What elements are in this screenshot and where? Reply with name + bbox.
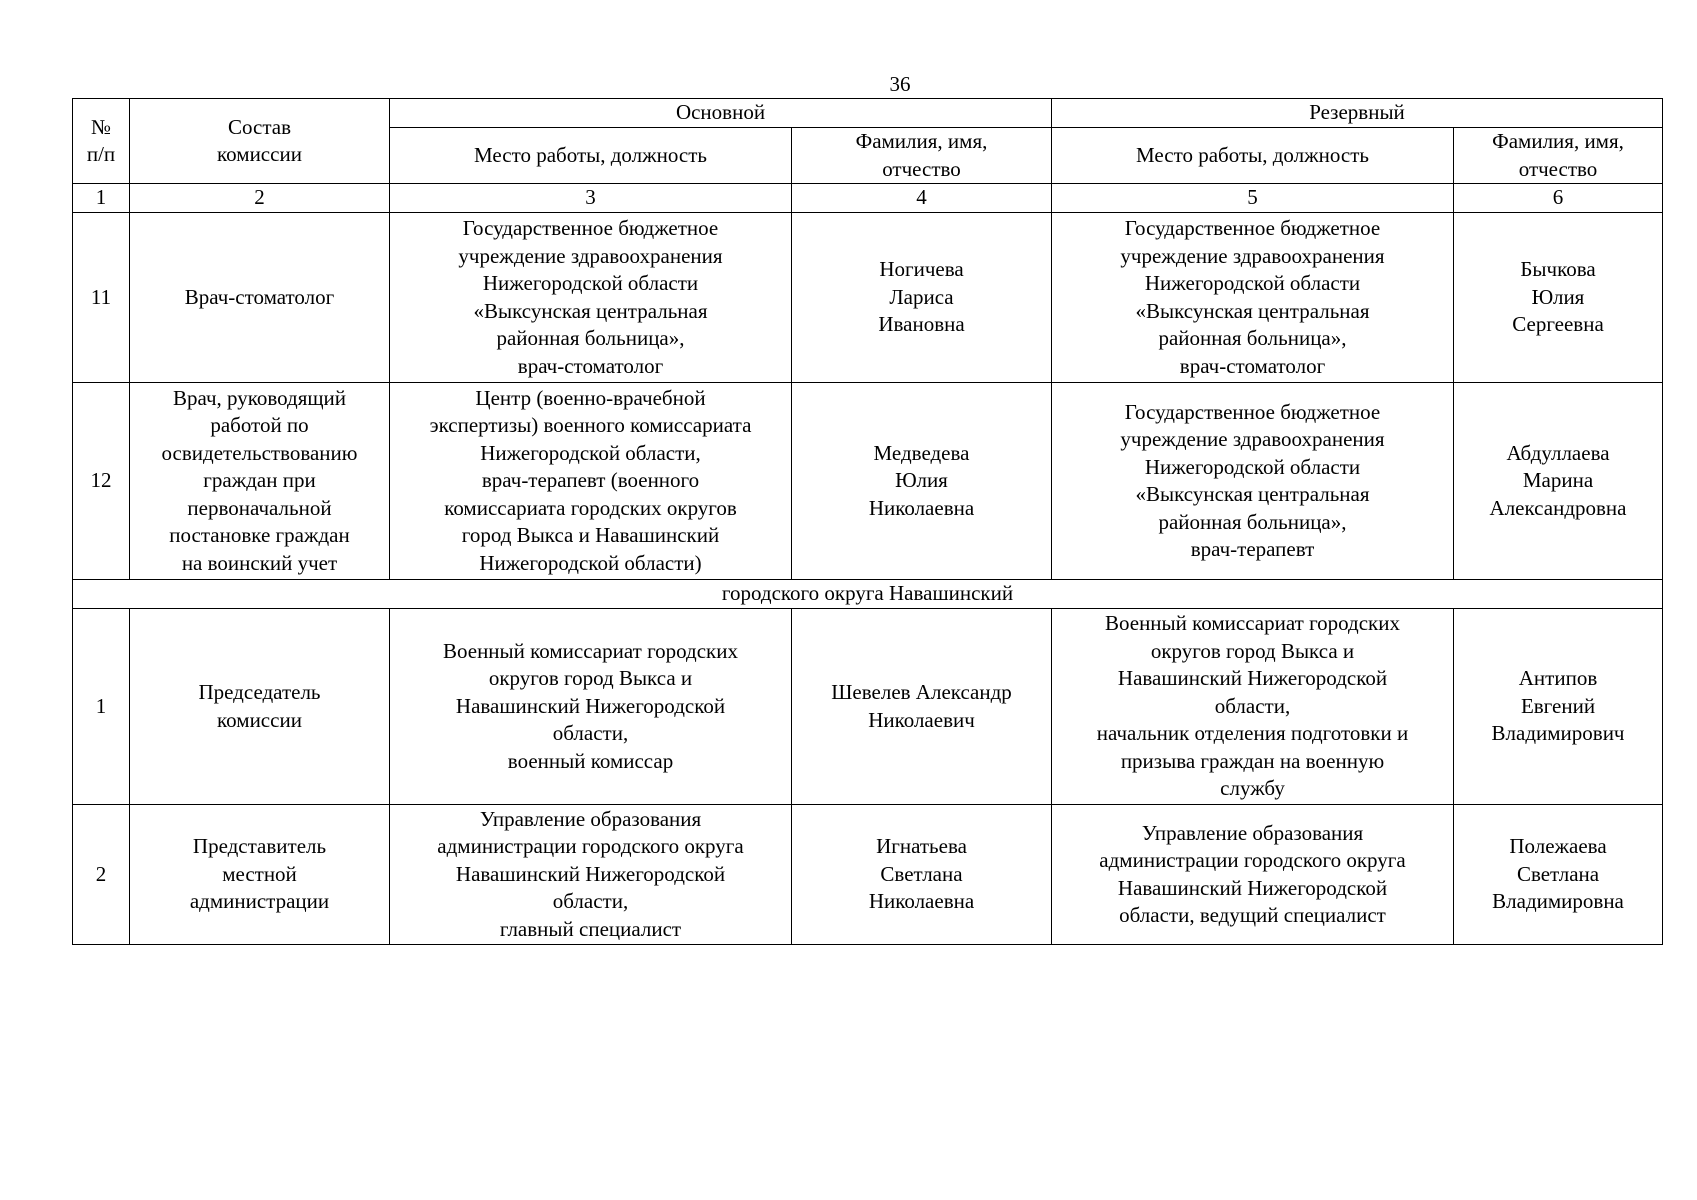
row-num: 12 (73, 383, 130, 580)
row-main-name: Игнатьева Светлана Николаевна (792, 805, 1052, 945)
row-role: Представитель местной администрации (130, 805, 390, 945)
row-num: 2 (73, 805, 130, 945)
column-number: 3 (390, 184, 792, 213)
commission-table (72, 98, 1663, 945)
row-main-workplace: Центр (военно-врачебной экспертизы) военного комиссариата Нижегородской области, врач-терапевт (военного комиссариата городских округов город Выкса и Навашинский Нижегородской области) (390, 383, 792, 580)
row-main-name: Ногичева Лариса Ивановна (792, 213, 1052, 383)
header-reserve-fullname: Фамилия, имя, отчество (1454, 128, 1663, 184)
column-number: 6 (1454, 184, 1663, 213)
table-row (73, 805, 1663, 945)
column-number: 1 (73, 184, 130, 213)
row-main-name: Медведева Юлия Николаевна (792, 383, 1052, 580)
table-row (73, 383, 1663, 580)
section-title: городского округа Навашинский (73, 580, 1663, 609)
header-num: № п/п (73, 99, 130, 184)
row-main-workplace: Государственное бюджетное учреждение здравоохранения Нижегородской области «Выксунская центральная районная больница», врач-стоматолог (390, 213, 792, 383)
section-row (73, 580, 1663, 609)
row-reserve-name: Бычкова Юлия Сергеевна (1454, 213, 1663, 383)
table-row (73, 213, 1663, 383)
row-main-workplace: Управление образования администрации городского округа Навашинский Нижегородской области, главный специалист (390, 805, 792, 945)
column-number: 5 (1052, 184, 1454, 213)
row-main-name: Шевелев Александр Николаевич (792, 609, 1052, 805)
row-reserve-workplace: Государственное бюджетное учреждение здравоохранения Нижегородской области «Выксунская центральная районная больница», врач-стоматолог (1052, 213, 1454, 383)
row-role: Врач, руководящий работой по освидетельствованию граждан при первоначальной постановке граждан на воинский учет (130, 383, 390, 580)
column-number-row (73, 184, 1663, 213)
row-reserve-workplace: Военный комиссариат городских округов город Выкса и Навашинский Нижегородской области, начальник отделения подготовки и призыва граждан на военную службу (1052, 609, 1454, 805)
column-number: 4 (792, 184, 1052, 213)
row-reserve-name: Антипов Евгений Владимирович (1454, 609, 1663, 805)
header-composition: Состав комиссии (130, 99, 390, 184)
row-num: 1 (73, 609, 130, 805)
header-main-workplace: Место работы, должность (390, 128, 792, 184)
row-reserve-name: Абдуллаева Марина Александровна (1454, 383, 1663, 580)
header-reserve: Резервный (1052, 99, 1663, 128)
table-row (73, 609, 1663, 805)
row-role: Врач-стоматолог (130, 213, 390, 383)
row-reserve-workplace: Управление образования администрации городского округа Навашинский Нижегородской области, ведущий специалист (1052, 805, 1454, 945)
row-reserve-name: Полежаева Светлана Владимировна (1454, 805, 1663, 945)
row-role: Председатель комиссии (130, 609, 390, 805)
row-num: 11 (73, 213, 130, 383)
row-reserve-workplace: Государственное бюджетное учреждение здравоохранения Нижегородской области «Выксунская центральная районная больница», врач-терапевт (1052, 383, 1454, 580)
header-main-fullname: Фамилия, имя, отчество (792, 128, 1052, 184)
page-number: 36 (889, 72, 911, 96)
row-main-workplace: Военный комиссариат городских округов город Выкса и Навашинский Нижегородской области, военный комиссар (390, 609, 792, 805)
header-reserve-workplace: Место работы, должность (1052, 128, 1454, 184)
column-number: 2 (130, 184, 390, 213)
header-row-main (73, 99, 1663, 128)
header-main: Основной (390, 99, 1052, 128)
